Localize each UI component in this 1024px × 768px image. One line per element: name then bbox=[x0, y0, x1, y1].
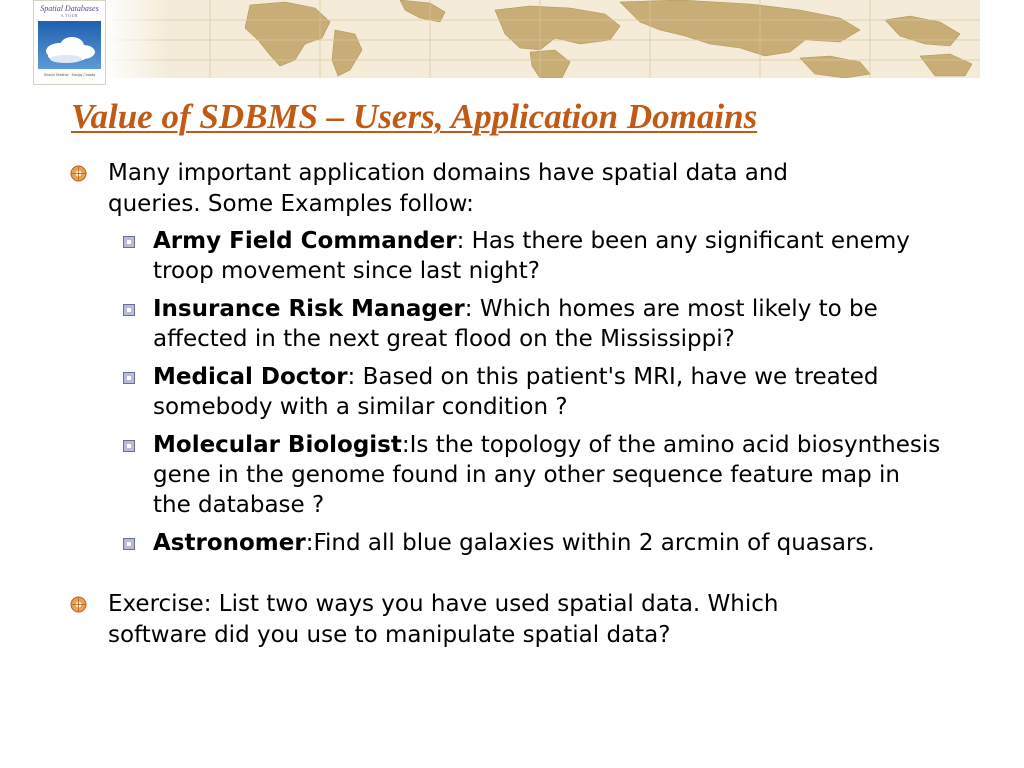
example-term: Army Field Commander bbox=[153, 228, 457, 254]
example-text: Find all blue galaxies within 2 arcmin of quasars. bbox=[313, 530, 875, 556]
square-bullet-icon bbox=[123, 538, 135, 550]
circle-bullet-icon bbox=[70, 596, 87, 613]
example-item bbox=[0, 226, 943, 286]
bullet-intro bbox=[0, 158, 868, 220]
example-text: Is the topology of the amino acid biosynthesis gene in the genome found in any other sequence feature map in the database ? bbox=[153, 432, 941, 518]
example-term: Molecular Biologist bbox=[153, 432, 402, 458]
example-term: Astronomer bbox=[153, 530, 306, 556]
square-bullet-icon bbox=[123, 440, 135, 452]
exercise-text: Exercise: List two ways you have used spatial data. Which software did you use to manipulate spatial data? bbox=[108, 591, 779, 648]
bullet-exercise bbox=[0, 589, 868, 651]
example-text: Based on this patient's MRI, have we treated somebody with a similar condition ? bbox=[153, 364, 879, 420]
cover-title: Spatial Databases bbox=[40, 4, 99, 13]
example-term: Insurance Risk Manager bbox=[153, 296, 465, 322]
example-term: Medical Doctor bbox=[153, 364, 348, 390]
example-item bbox=[0, 430, 943, 520]
example-text: Has there been any significant enemy troop movement since last night? bbox=[153, 228, 910, 284]
slide-content bbox=[0, 158, 1024, 651]
square-bullet-icon bbox=[123, 372, 135, 384]
example-item bbox=[0, 528, 943, 558]
intro-text: Many important application domains have spatial data and queries. Some Examples follow: bbox=[108, 160, 789, 217]
cloud-sky-image bbox=[38, 21, 101, 69]
cover-subtitle: A TOUR bbox=[60, 13, 79, 18]
example-separator: : bbox=[305, 530, 314, 556]
world-map-banner bbox=[100, 0, 980, 78]
example-separator: : bbox=[464, 296, 480, 322]
example-item bbox=[0, 362, 943, 422]
example-separator: : bbox=[347, 364, 363, 390]
cover-authors: Shashi Shekhar · Sanjay Chawla bbox=[43, 73, 96, 77]
square-bullet-icon bbox=[123, 304, 135, 316]
example-item bbox=[0, 294, 943, 354]
examples-list bbox=[0, 226, 1024, 558]
spacer bbox=[0, 558, 1024, 589]
example-separator: : bbox=[456, 228, 472, 254]
square-bullet-icon bbox=[123, 236, 135, 248]
example-separator: : bbox=[401, 432, 410, 458]
circle-bullet-icon bbox=[70, 165, 87, 182]
slide-title: Value of SDBMS – Users, Application Domains bbox=[71, 97, 758, 136]
example-text: Which homes are most likely to be affected in the next great flood on the Mississippi? bbox=[153, 296, 878, 352]
book-cover-image bbox=[33, 0, 106, 85]
map-image bbox=[100, 0, 980, 78]
